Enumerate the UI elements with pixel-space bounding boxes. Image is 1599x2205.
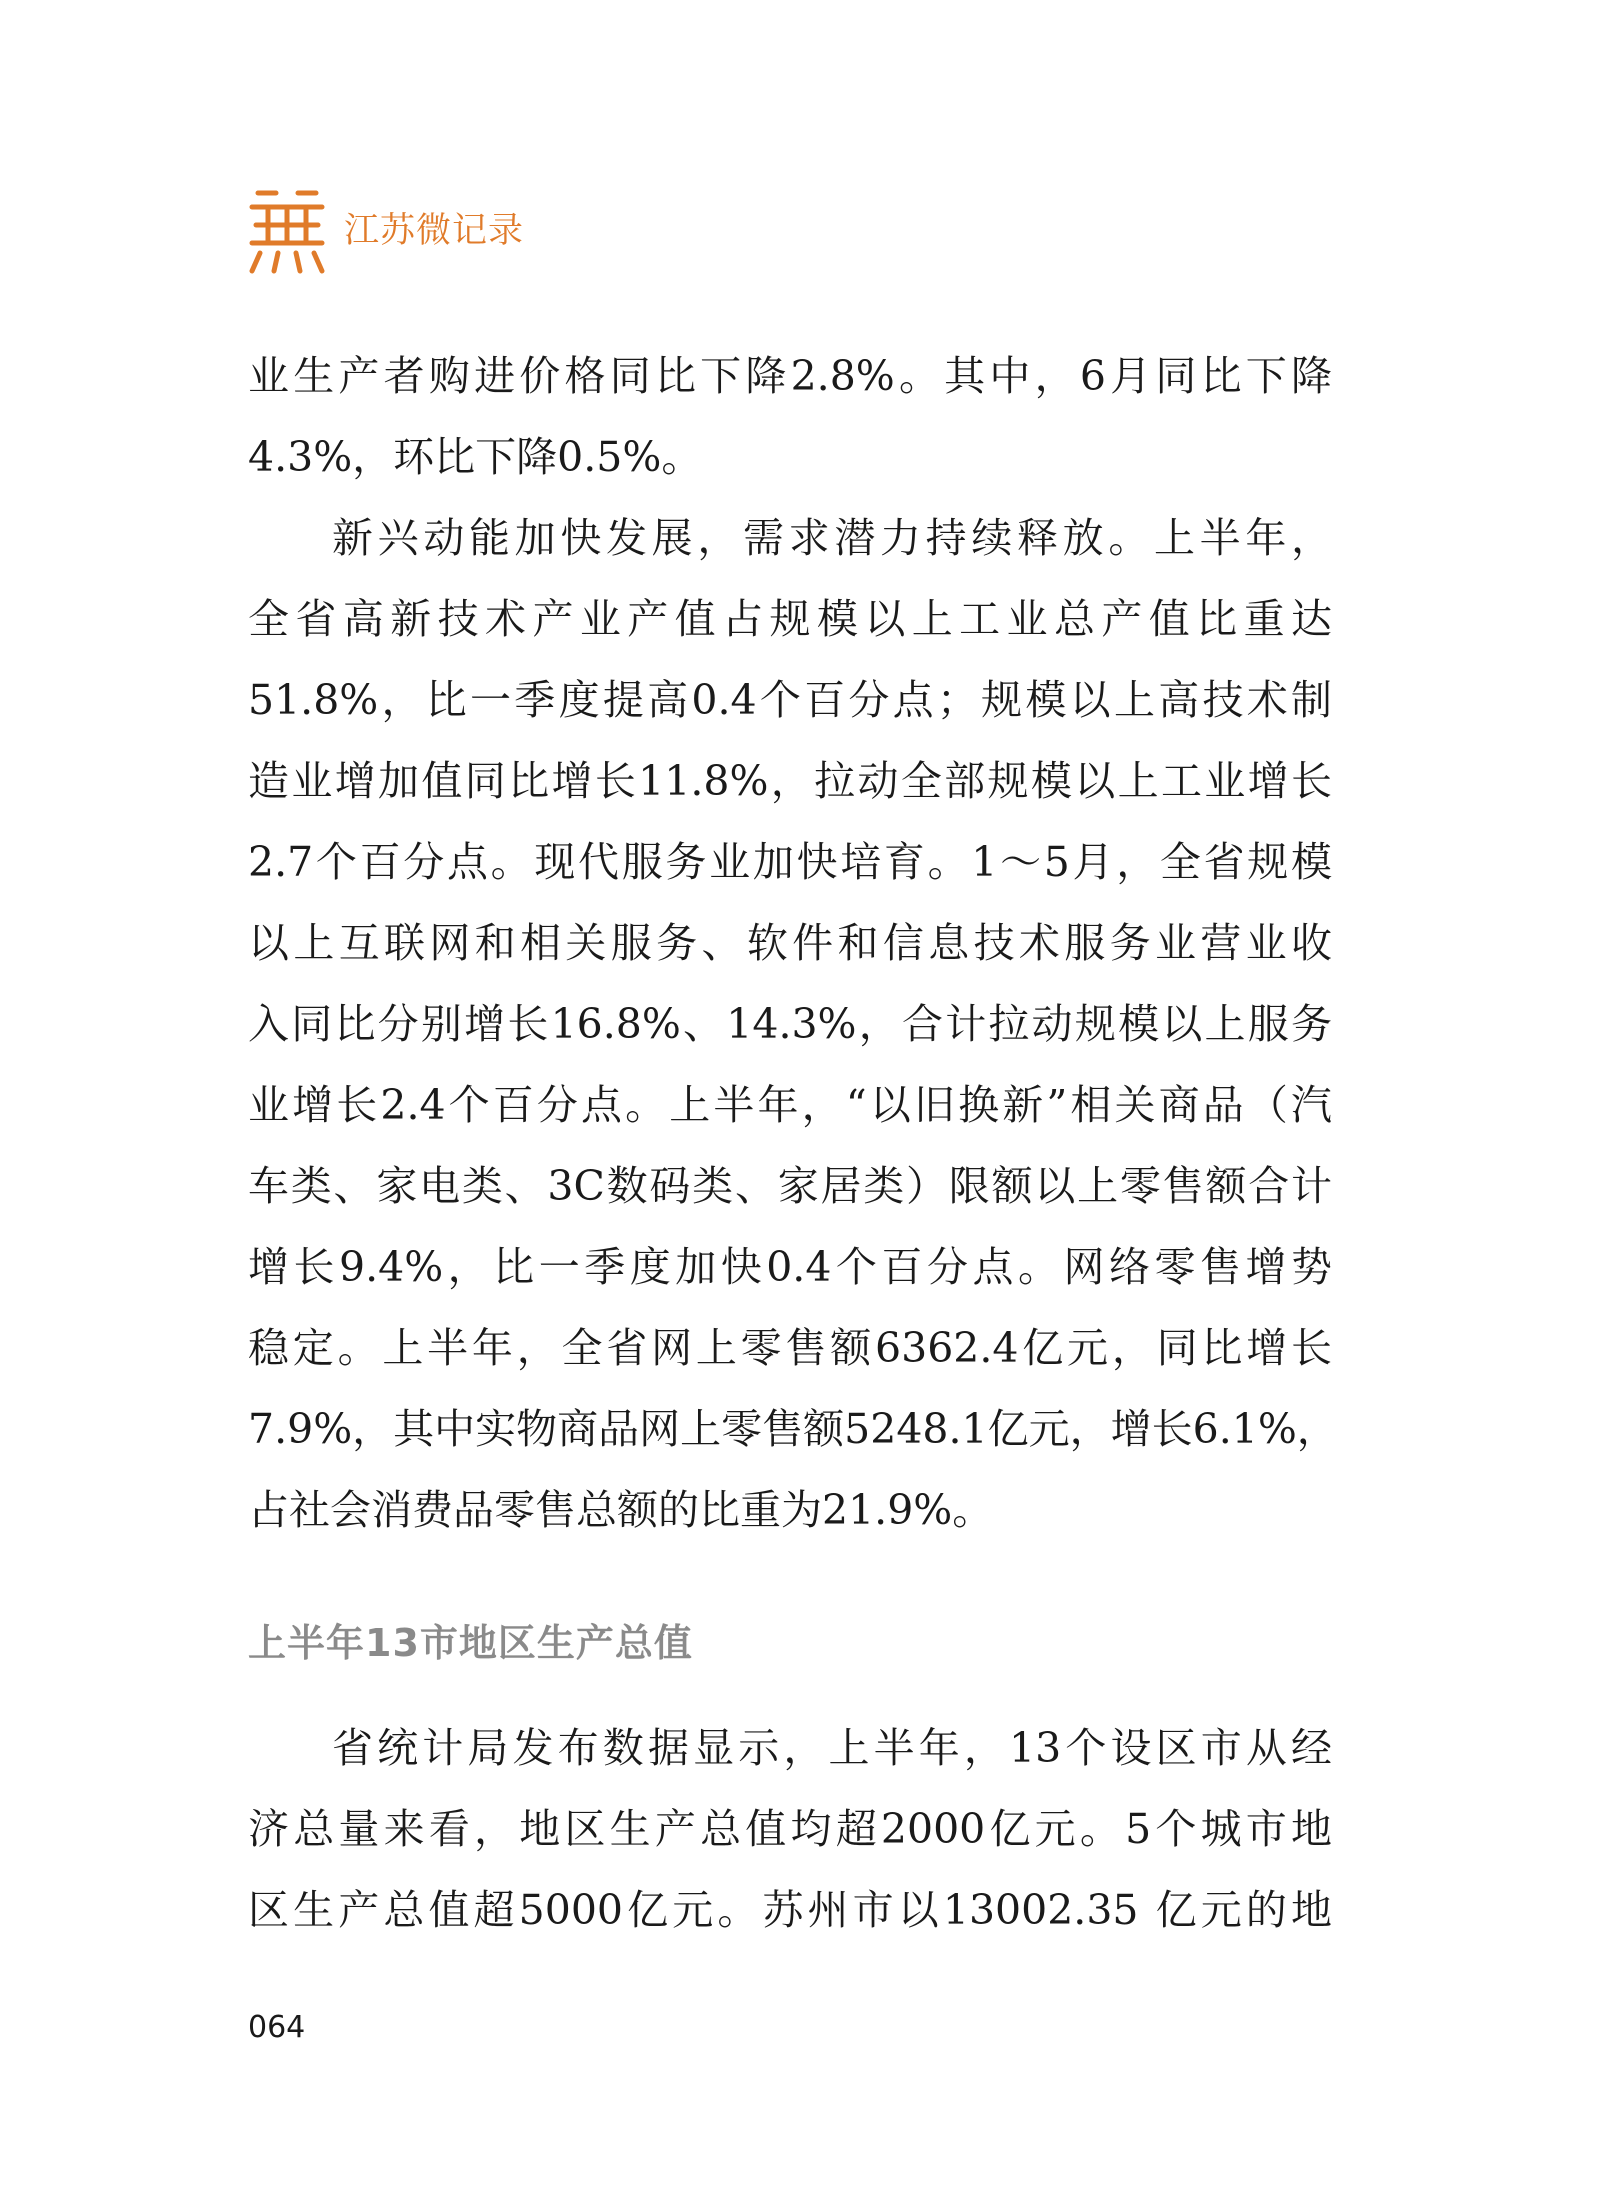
section-heading: 上半年13市地区生产总值 bbox=[248, 1621, 693, 1665]
text-line: 省统计局发布数据显示，上半年，13个设区市从经 bbox=[332, 1724, 1332, 1772]
text-line: 稳定。上半年，全省网上零售额6362.4亿元，同比增长 bbox=[248, 1324, 1332, 1372]
text-line: 增长9.4%，比一季度加快0.4个百分点。网络零售增势 bbox=[248, 1243, 1332, 1291]
text-line: 7.9%，其中实物商品网上零售额5248.1亿元，增长6.1%， bbox=[248, 1405, 1338, 1453]
text-line: 51.8%，比一季度提高0.4个百分点；规模以上高技术制 bbox=[248, 676, 1332, 724]
paragraph-city-gdp bbox=[248, 1708, 1332, 1951]
text-line: 新兴动能加快发展，需求潜力持续释放。上半年， bbox=[332, 514, 1332, 562]
text-line: 区生产总值超5000亿元。苏州市以13002.35 亿元的地 bbox=[248, 1886, 1332, 1934]
text-line: 业增长2.4个百分点。上半年，“以旧换新”相关商品（汽 bbox=[248, 1081, 1332, 1129]
text-line: 济总量来看，地区生产总值均超2000亿元。5个城市地 bbox=[248, 1805, 1332, 1853]
paragraph-new-drivers bbox=[248, 498, 1338, 1551]
text-line: 车类、家电类、3C数码类、家居类）限额以上零售额合计 bbox=[248, 1162, 1332, 1210]
text-line: 4.3%，环比下降0.5%。 bbox=[248, 433, 703, 481]
page-header bbox=[248, 186, 524, 276]
text-line: 以上互联网和相关服务、软件和信息技术服务业营业收 bbox=[248, 919, 1332, 967]
page-content bbox=[248, 336, 1338, 1951]
text-line: 全省高新技术产业产值占规模以上工业总产值比重达 bbox=[248, 595, 1332, 643]
page-number: 064 bbox=[248, 2010, 306, 2045]
text-line: 业生产者购进价格同比下降2.8%。其中，6月同比下降 bbox=[248, 352, 1332, 400]
text-line: 2.7个百分点。现代服务业加快培育。1～5月，全省规模 bbox=[248, 838, 1332, 886]
jiangsu-emblem-icon bbox=[248, 187, 326, 275]
text-line: 造业增加值同比增长11.8%，拉动全部规模以上工业增长 bbox=[248, 757, 1332, 805]
paragraph-price-index bbox=[248, 336, 1332, 498]
text-line: 入同比分别增长16.8%、14.3%，合计拉动规模以上服务 bbox=[248, 1000, 1332, 1048]
text-line: 占社会消费品零售总额的比重为21.9%。 bbox=[248, 1486, 994, 1534]
book-title: 江苏微记录 bbox=[344, 210, 525, 251]
